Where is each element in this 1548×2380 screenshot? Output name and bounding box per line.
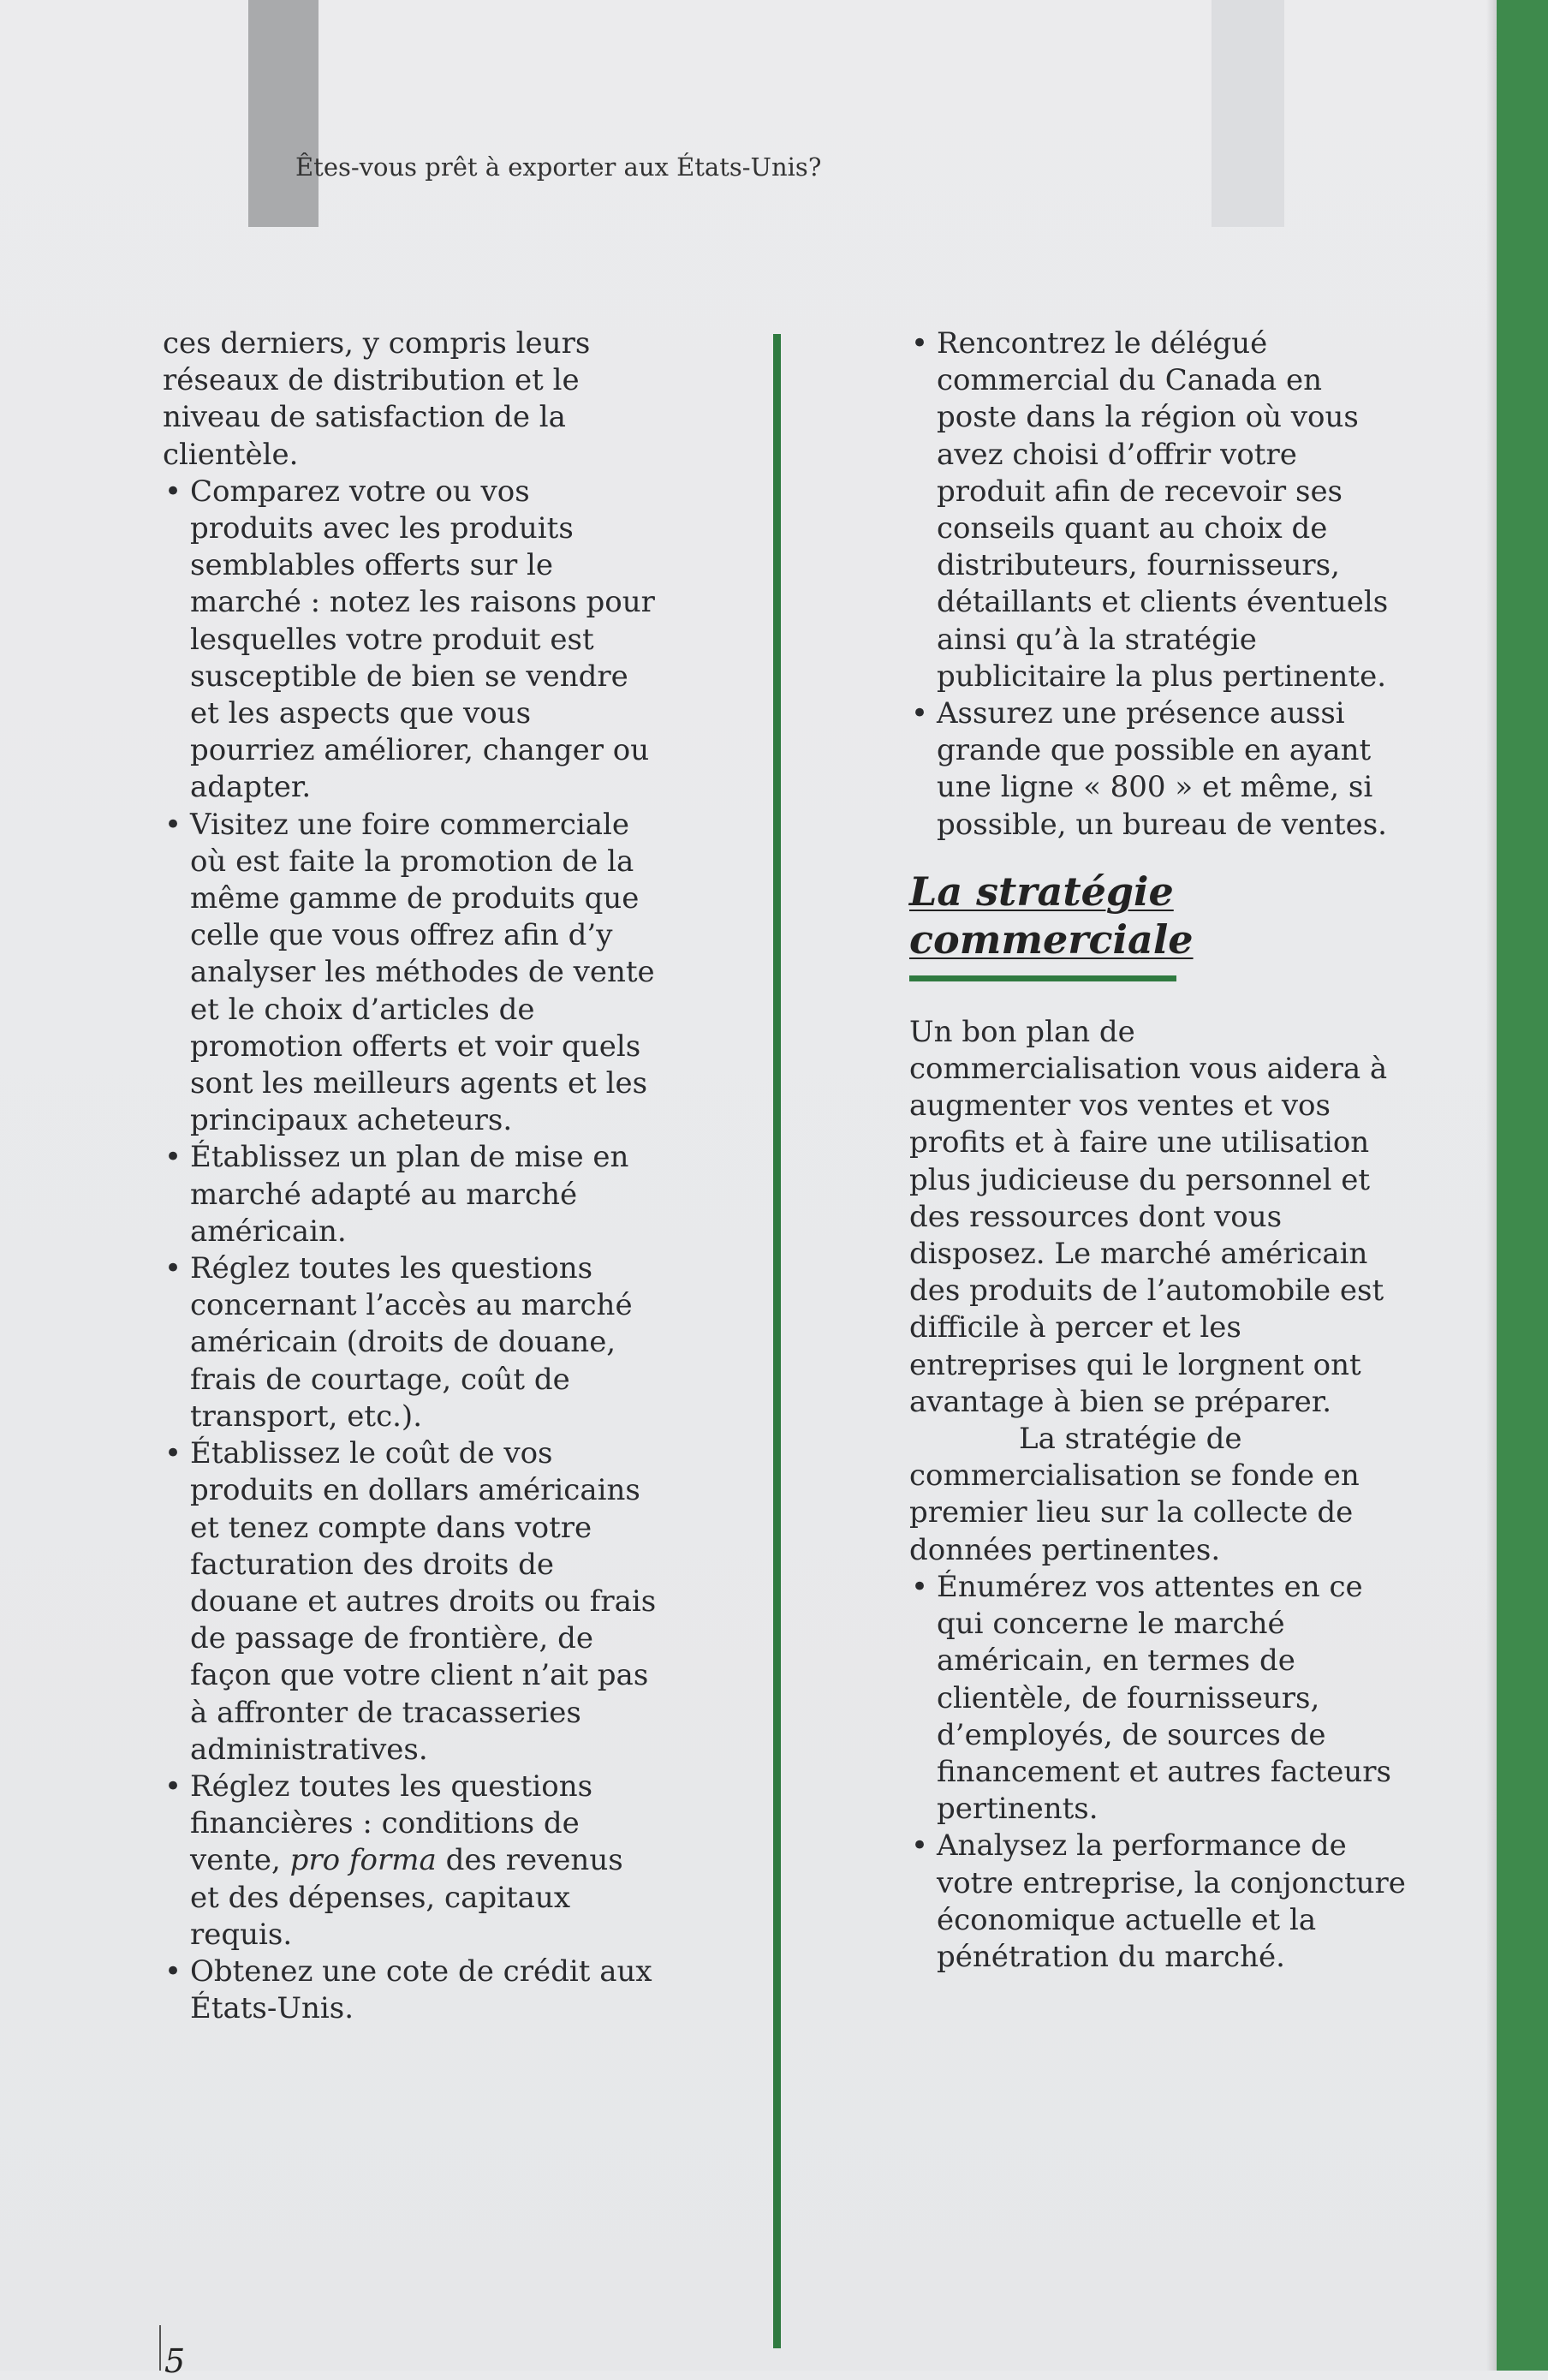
bullet-icon: •: [164, 1251, 182, 1286]
list-item: [163, 1435, 659, 1769]
bullet-icon: •: [911, 1828, 929, 1864]
list-item: [163, 1954, 659, 2027]
list-item-text: Réglez toutes les questions concernant l’accès au marché américain (droits de douane, frais de courtage, coût de transport, etc.).: [190, 1251, 633, 1434]
section-title-rule: [909, 975, 1176, 981]
left-column: [163, 325, 659, 2027]
list-item: [909, 695, 1406, 844]
list-item: [163, 1250, 659, 1435]
list-item: [163, 474, 659, 807]
list-item-text: Réglez toutes les questions financières : conditions de vente,: [190, 1769, 593, 1878]
list-item-text: Assurez une présence aussi grande que possible en ayant une ligne « 800 » et même, si possible, un bureau de ventes.: [937, 696, 1387, 842]
edge-shadow: [1486, 0, 1497, 2371]
bleed-through-tab: [1212, 0, 1284, 227]
page-number: 5: [164, 2342, 186, 2380]
list-item-text: Énumérez vos attentes en ce qui concerne le marché américain, en termes de clientèle, de fournisseurs, d’employés, de sources de financement et autres facteurs pertinents.: [937, 1569, 1391, 1827]
section-title: [909, 868, 1406, 963]
left-intro-text: ces derniers, y compris leurs réseaux de distribution et le niveau de satisfaction de la clientèle.: [163, 326, 591, 472]
header-grey-tab: [248, 0, 319, 227]
bullet-icon: •: [164, 1140, 182, 1175]
bullet-icon: •: [164, 1954, 182, 1989]
pro-forma-italic: pro forma: [289, 1843, 437, 1878]
list-item: [163, 807, 659, 1140]
list-item: [909, 325, 1406, 695]
body-paragraph: Un bon plan de commercialisation vous aidera à augmenter vos ventes et vos profits et à faire une utilisation plus judicieuse du personnel et des ressources dont vous disposez. Le marché américain des produits de l’automobile est difficile à percer et les entreprises qui le lorgnent ont avantage à bien se préparer.: [909, 1014, 1388, 1419]
bullet-icon: •: [911, 696, 929, 731]
list-item-text: Rencontrez le délégué commercial du Canada en poste dans la région où vous avez choisi d’offrir votre produit afin de recevoir ses conseils quant au choix de distributeurs, fournisseurs, détaillants et clients éventuels ainsi qu’à la stratégie publicitaire la plus pertinente.: [937, 326, 1389, 694]
list-item-text: des revenus et des dépenses, capitaux requis.: [190, 1843, 623, 1952]
folio-rule: [159, 2325, 161, 2371]
list-item-text: Établissez un plan de mise en marché adapté au marché américain.: [190, 1140, 629, 1249]
list-item-financial: [163, 1769, 659, 1954]
bullet-icon: •: [911, 1569, 929, 1604]
list-item: [909, 1828, 1406, 1976]
body-paragraph: La stratégie de commercialisation se fonde en premier lieu sur la collecte de données pertinentes.: [909, 1422, 1360, 1567]
bullet-icon: •: [164, 474, 182, 509]
section-title-text: La stratégie commerciale: [909, 868, 1194, 963]
list-item-text: Établissez le coût de vos produits en dollars américains et tenez compte dans votre facturation des droits de douane et autres droits ou frais de passage de frontière, de façon que votre client n’ait pas à affronter de tracasseries administratives.: [190, 1436, 657, 1767]
right-column: [909, 325, 1406, 1976]
list-item: [163, 1139, 659, 1250]
green-edge-band: [1497, 0, 1548, 2371]
list-item-text: Comparez votre ou vos produits avec les produits semblables offerts sur le marché : notez les raisons pour lesquelles votre produit est susceptible de bien se vendre et les aspects que vous pourriez améliorer, changer ou adapter.: [190, 474, 655, 805]
list-item-text: Visitez une foire commerciale où est faite la promotion de la même gamme de produits que celle que vous offrez afin d’y analyser les méthodes de vente et le choix d’articles de promotion offerts et voir quels sont les meilleurs agents et les principaux acheteurs.: [190, 807, 655, 1138]
bullet-icon: •: [164, 1769, 182, 1804]
running-head: Êtes-vous prêt à exporter aux États-Unis?: [295, 152, 822, 182]
list-item: [909, 1569, 1406, 1828]
column-divider: [773, 334, 781, 2348]
bullet-icon: •: [164, 807, 182, 842]
bullet-icon: •: [911, 326, 929, 361]
list-item-text: Analysez la performance de votre entreprise, la conjoncture économique actuelle et la pénétration du marché.: [937, 1828, 1406, 1974]
list-item-text: Obtenez une cote de crédit aux États-Unis.: [190, 1954, 652, 2026]
bullet-icon: •: [164, 1436, 182, 1471]
